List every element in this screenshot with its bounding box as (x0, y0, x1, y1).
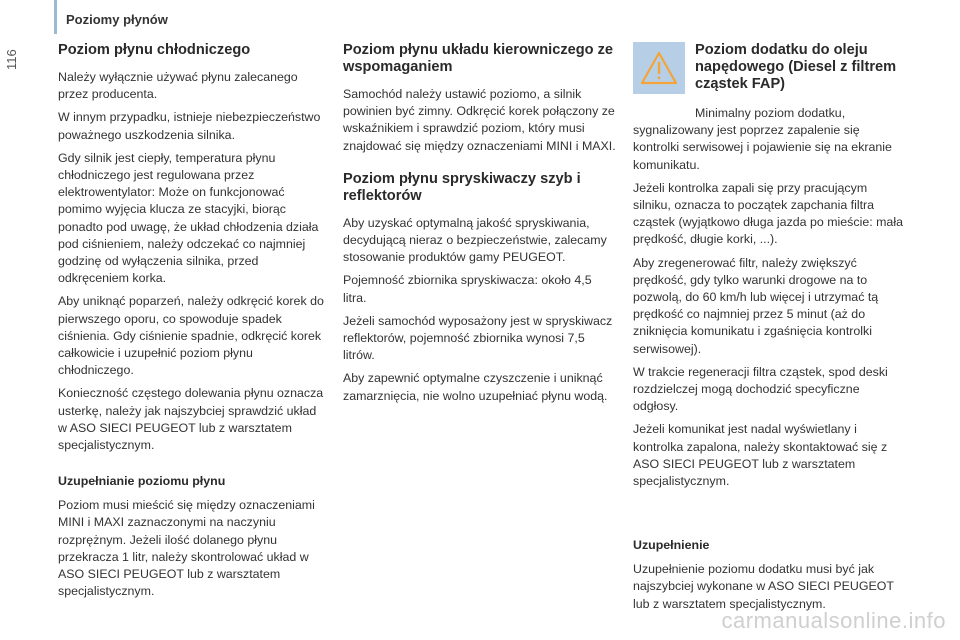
warning-box (633, 42, 685, 94)
column-steering-washer (343, 42, 618, 411)
additive-paragraph: Minimalny poziom dodatku, sygnalizowany jest poprzez zapalenie się kontrolki serwisowej i pojawienie się na ekranie komunikatu. (633, 106, 892, 172)
washer-fluid-title: Poziom płynu spryskiwaczy szyb i reflektorów (343, 170, 581, 204)
additive-heading-block (633, 42, 908, 103)
coolant-paragraph: Gdy silnik jest ciepły, temperatura płynu chłodniczego jest regulowana przez elektrowentylator: Może on funkcjonować pomimo wyjęcia klucza ze stacyjki, biorąc ponadto pod uwagę, że układ chłodzenia działa pod ciśnieniem, należy odczekać co najmniej godzinę od wyłączenia silnika, przed odkręceniem korka. (58, 150, 319, 286)
section-header: Poziomy płynów (66, 12, 168, 27)
steering-fluid-paragraph: Samochód należy ustawić poziomo, a silnik powinien być zimny. Odkręcić korek połączony ze wskaźnikiem i sprawdzić poziom, który musi znajdować się między oznaczeniami MINI i MAXI. (343, 87, 616, 153)
watermark: carmanualsonline.info (721, 608, 946, 633)
coolant-paragraph: W innym przypadku, istnieje niebezpieczeństwo poważnego uszkodzenia silnika. (58, 110, 321, 142)
additive-title: Poziom dodatku do oleju napędowego (Diesel z filtrem cząstek FAP) (695, 42, 897, 92)
additive-refill-paragraph: Uzupełnienie poziomu dodatku musi być jak najszybciej wykonane w ASO SIECI PEUGEOT lub z warsztatem specjalistycznym. (633, 562, 894, 611)
coolant-paragraph: Konieczność częstego dolewania płynu oznacza usterkę, należy jak najszybciej sprawdzić układ w ASO SIECI PEUGEOT lub z warsztatem specjalistycznym. (58, 386, 324, 453)
washer-fluid-paragraph: Jeżeli samochód wyposażony jest w spryskiwacz reflektorów, pojemność zbiornika wynosi 7,5 litrów. (343, 313, 613, 363)
steering-fluid-title: Poziom płynu układu kierowniczego ze wspomaganiem (343, 42, 614, 75)
coolant-title: Poziom płynu chłodniczego (58, 42, 251, 58)
coolant-refill-paragraph: Poziom musi mieścić się między oznaczeniami MINI i MAXI zaznaczonymi na naczyniu rozprężnym. Jeżeli ilość dolanego płynu przekracza 1 litr, należy skontrolować układ w ASO SIECI PEUGEOT lub z warsztatem specjalistycznym. (58, 498, 315, 599)
coolant-paragraph: Należy wyłącznie używać płynu zalecanego przez producenta. (58, 70, 298, 102)
washer-fluid-paragraph: Aby uzyskać optymalną jakość spryskiwania, decydującą nieraz o bezpieczeństwie, zalecamy stosowanie produktów gamy PEUGEOT. (343, 215, 607, 265)
washer-fluid-paragraph: Pojemność zbiornika spryskiwacza: około 4,5 litra. (343, 273, 592, 305)
header-accent-bar (54, 0, 57, 34)
column-coolant (58, 42, 326, 606)
column-diesel-additive (633, 42, 908, 619)
coolant-refill-subtitle: Uzupełnianie poziomu płynu (58, 474, 226, 489)
coolant-paragraph: Aby uniknąć poparzeń, należy odkręcić korek do pierwszego oporu, co spowoduje spadek ciśnienia. Gdy ciśnienie spadnie, odkręcić korek całkowicie i uzupełnić poziom płynu chłodniczego. (58, 294, 324, 378)
additive-paragraph: W trakcie regeneracji filtra cząstek, spod deski rozdzielczej mogą dochodzić specyficzne odgłosy. (633, 364, 888, 414)
additive-paragraph: Aby zregenerować filtr, należy zwiększyć prędkość, gdy tylko warunki drogowe na to pozwolą, do 60 km/h lub więcej i utrzymać tą prędkość co najmniej przez 5 minut (aż do zniknięcia komunikatu i zgaśnięcia kontrolki serwisowej). (633, 255, 879, 356)
washer-fluid-paragraph: Aby zapewnić optymalne czyszczenie i uniknąć zamarznięcia, nie wolno uzupełniać płynu wodą. (343, 371, 608, 403)
additive-refill-subtitle: Uzupełnienie (633, 538, 710, 553)
page-number: 116 (4, 49, 19, 70)
warning-triangle-icon (639, 50, 679, 86)
additive-paragraph: Jeżeli komunikat jest nadal wyświetlany i kontrolka zapalona, należy skontaktować się z ASO SIECI PEUGEOT lub z warsztatem specjalistycznym. (633, 422, 888, 489)
additive-paragraph: Jeżeli kontrolka zapali się przy pracującym silniku, oznacza to początek zapchania filtra cząstek (wyjątkowo długa jazda po mieście: mała prędkość, długie korki, ...). (633, 180, 903, 247)
